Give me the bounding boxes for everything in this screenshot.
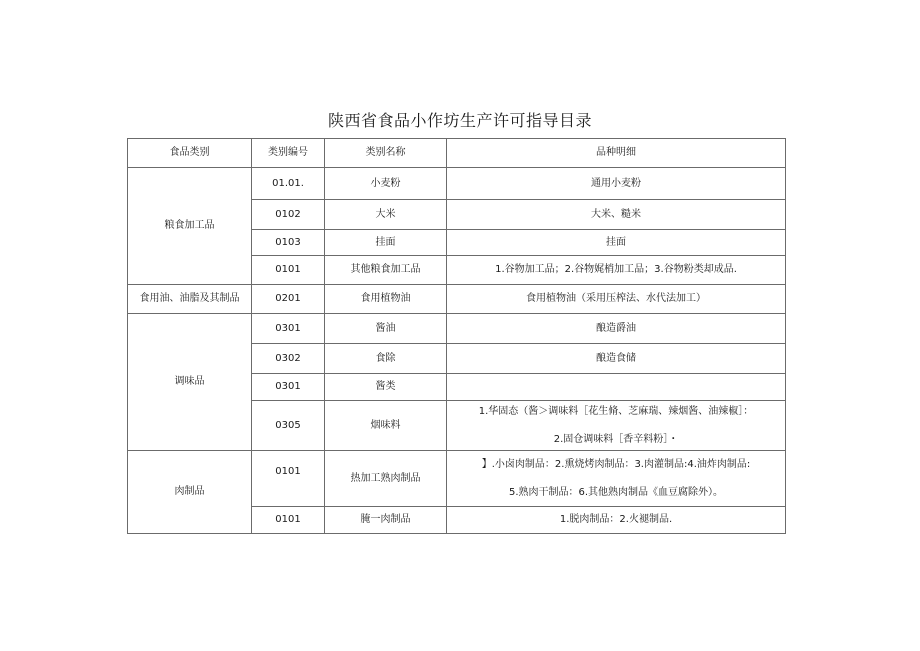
table-row xyxy=(128,314,786,344)
details-cell: 酿造爵油 xyxy=(447,314,786,344)
name-cell: 食除 xyxy=(325,344,447,374)
name-cell: 酱油 xyxy=(325,314,447,344)
code-cell: 0101 xyxy=(252,507,325,534)
details-cell: 1.谷物加工品；2.谷物娓梢加工品；3.谷物粉类却成品. xyxy=(447,256,786,285)
header-category: 食品类别 xyxy=(128,139,252,168)
code-cell: 0305 xyxy=(252,401,325,451)
code-cell: 0101 xyxy=(252,256,325,285)
category-cell: 食用油、油脂及其制品 xyxy=(128,285,252,314)
details-cell: 酿造食储 xyxy=(447,344,786,374)
document-title: 陕西省食品小作坊生产许可指导目录 xyxy=(327,111,592,130)
code-cell: 0101 xyxy=(252,451,325,507)
name-cell: 小麦粉 xyxy=(325,168,447,200)
category-cell: 粮食加工品 xyxy=(128,168,252,285)
table-header-row xyxy=(128,139,786,168)
name-cell: 烟味料 xyxy=(325,401,447,451)
catalog-table xyxy=(127,138,786,534)
table-row xyxy=(128,451,786,507)
category-cell: 调味品 xyxy=(128,314,252,451)
details-cell: 1.脱肉制品：2.火褪制品. xyxy=(447,507,786,534)
table-row xyxy=(128,168,786,200)
details-cell xyxy=(447,401,786,451)
code-cell: 0302 xyxy=(252,344,325,374)
details-line: 2.固仓调味料［香辛料粉］・ xyxy=(553,433,679,445)
details-cell xyxy=(447,451,786,507)
details-cell xyxy=(447,374,786,401)
name-cell: 腌一肉制品 xyxy=(325,507,447,534)
header-code: 类别编号 xyxy=(252,139,325,168)
name-cell: 热加工熟肉制品 xyxy=(325,451,447,507)
code-cell: 0301 xyxy=(252,314,325,344)
details-cell: 挂面 xyxy=(447,230,786,256)
details-line: 】.小卤肉制品：2.熏烧烤肉制品：3.肉灌制品:4.油炸肉制品: xyxy=(481,458,751,470)
name-cell: 挂面 xyxy=(325,230,447,256)
details-line: 5.熟肉干制品：6.其他熟肉制品《血豆腐除外）。 xyxy=(508,486,724,498)
header-details: 品种明细 xyxy=(447,139,786,168)
details-cell: 通用小麦粉 xyxy=(447,168,786,200)
name-cell: 大米 xyxy=(325,200,447,230)
details-cell: 食用植物油（采用压榨法、水代法加工） xyxy=(447,285,786,314)
code-cell: 0102 xyxy=(252,200,325,230)
header-name: 类别名称 xyxy=(325,139,447,168)
details-line: 1.华固态（酱＞调味料［花生脩、芝麻瑞、辣烟酱、油辣椒］： xyxy=(478,405,754,417)
code-cell: 0103 xyxy=(252,230,325,256)
code-cell: 0201 xyxy=(252,285,325,314)
table-row xyxy=(128,285,786,314)
name-cell: 酱类 xyxy=(325,374,447,401)
name-cell: 食用植物油 xyxy=(325,285,447,314)
code-cell: 01.01. xyxy=(252,168,325,200)
category-cell: 肉制品 xyxy=(128,451,252,534)
name-cell: 其他粮食加工品 xyxy=(325,256,447,285)
code-cell: 0301 xyxy=(252,374,325,401)
details-cell: 大米、糙米 xyxy=(447,200,786,230)
